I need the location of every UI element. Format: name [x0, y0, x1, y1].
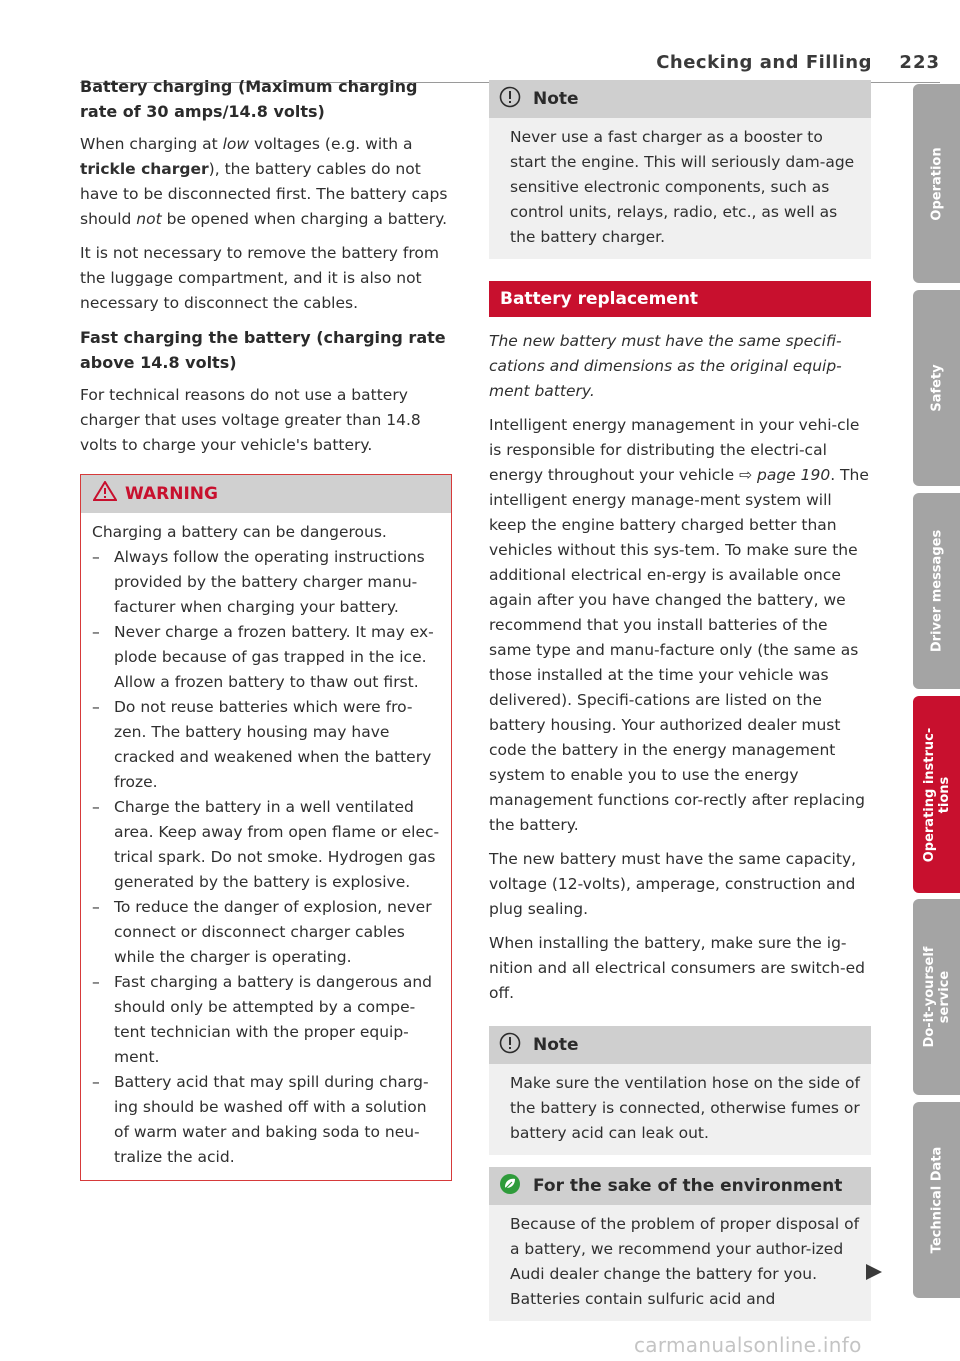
heading-battery-charging: Battery charging (Maximum charging rate of 30 amps/14.8 volts) [80, 77, 418, 121]
tab-label: Operating instruc- tions [921, 727, 952, 862]
note-title: Note [533, 1035, 579, 1055]
note-title: Note [533, 89, 579, 109]
note-box-fast-charger [489, 80, 871, 259]
paragraph-no-removal: It is not necessary to remove the battery from the luggage compartment, and it is also not necessary to disconnect the cables. [80, 244, 439, 312]
warning-box [80, 474, 452, 1181]
note-body [489, 1064, 871, 1155]
heading-fast-charging: Fast charging the battery (charging rate above 14.8 volts) [80, 328, 446, 372]
note-text: Never use a fast charger as a booster to start the engine. This will seriously dam-age sensitive electronic components, such as control units, relays, radio, etc., as well as the battery charger. [510, 128, 855, 246]
watermark: carmanualsonline.info [634, 1333, 862, 1357]
warning-item: – Fast charging a battery is dangerous and should only be attempted by a compe-tent technician with the proper equip-ment. [92, 970, 441, 1070]
warning-item: – Do not reuse batteries which were fro-zen. The battery housing may have cracked and weakened when the battery froze. [92, 695, 441, 795]
note-body [489, 118, 871, 259]
intro-italic: The new battery must have the same specifi-cations and dimensions as the original equip-ment battery. [489, 332, 842, 400]
tab-driver-messages[interactable] [913, 493, 960, 689]
note-header [489, 80, 871, 118]
page-reference-link[interactable]: ⇨ page 190 [739, 466, 831, 484]
note-header [489, 1026, 871, 1064]
warning-item: – Battery acid that may spill during charg-ing should be washed off with a solution of warm water and baking soda to neu-tralize the acid. [92, 1070, 441, 1170]
continue-arrow-icon [866, 1264, 884, 1280]
tab-label: Driver messages [929, 529, 944, 653]
environment-text: Because of the problem of proper disposal of a battery, we recommend your author-ized Audi dealer change the battery for you. Batteries contain sulfuric acid and [510, 1215, 860, 1308]
warning-body [81, 513, 451, 1180]
environment-box [489, 1167, 871, 1321]
caution-icon [499, 1032, 521, 1054]
tab-label: Do-it-yourself service [921, 946, 952, 1048]
warning-item: – Always follow the operating instructions provided by the battery charger manu-facturer when charging your battery. [92, 545, 441, 620]
warning-list [92, 545, 441, 1170]
paragraph-energy-management: Intelligent energy management in your vehi-cle is responsible for distributing the electri-cal energy throughout your vehicle ⇨ page 190. The intelligent energy manage-ment system will keep the engine battery charged better than vehicles without this sys-tem. To make sure the additional electrical en-ergy is available once again after you have changed the battery, we recommend that you install batteries of the same type and manu-facture only (the same as those installed at the time your vehicle was delivered). Specifi-cations are listed on the battery housing. Your authorized dealer must code the battery in the energy management system to enable you to use the energy management functions cor-rectly after replacing the battery. [489, 416, 869, 834]
note-text: Make sure the ventilation hose on the side of the battery is connected, otherwise fumes or battery acid can leak out. [510, 1074, 860, 1142]
tab-label: Safety [929, 364, 944, 412]
tab-label: Technical Data [929, 1146, 944, 1254]
note-box-ventilation [489, 1026, 871, 1155]
warning-title: WARNING [125, 484, 218, 504]
caution-icon [499, 86, 521, 108]
tab-do-it-yourself-service[interactable] [913, 899, 960, 1095]
environment-body [489, 1205, 871, 1321]
environment-leaf-icon [499, 1173, 521, 1195]
paragraph-capacity: The new battery must have the same capacity, voltage (12-volts), amperage, construction and plug sealing. [489, 850, 857, 918]
paragraph-charging: When charging at low voltages (e.g. with a trickle charger), the battery cables do not have to be disconnected first. The battery caps should not be opened when charging a battery. [80, 135, 448, 228]
warning-triangle-icon [93, 481, 117, 501]
warning-header [81, 475, 451, 513]
tab-label: Operation [929, 146, 944, 221]
section-heading-battery-replacement: Battery replacement [489, 281, 871, 317]
page-number: 223 [899, 52, 940, 73]
warning-item: – To reduce the danger of explosion, never connect or disconnect charger cables while the charger is operating. [92, 895, 441, 970]
tab-technical-data[interactable] [913, 1102, 960, 1298]
section-title: Checking and Filling [656, 52, 872, 73]
tab-safety[interactable] [913, 290, 960, 486]
paragraph-fast-charging: For technical reasons do not use a battery charger that uses voltage greater than 14.8 volts to charge your vehicle's battery. [80, 386, 421, 454]
warning-intro: Charging a battery can be dangerous. [92, 523, 387, 541]
warning-item: – Charge the battery in a well ventilated area. Keep away from open flame or elec-trical spark. Do not smoke. Hydrogen gas generated by the battery is explosive. [92, 795, 441, 895]
left-column [80, 74, 452, 1181]
warning-item: – Never charge a frozen battery. It may ex-plode because of gas trapped in the ice. Allow a frozen battery to thaw out first. [92, 620, 441, 695]
environment-title: For the sake of the environment [533, 1176, 843, 1196]
tab-operating-instructions[interactable] [913, 696, 960, 893]
tab-operation[interactable] [913, 84, 960, 283]
right-column [489, 80, 871, 1321]
paragraph-install: When installing the battery, make sure the ig-nition and all electrical consumers are switch-ed off. [489, 934, 865, 1002]
intro-block [489, 329, 871, 404]
environment-header [489, 1167, 871, 1205]
